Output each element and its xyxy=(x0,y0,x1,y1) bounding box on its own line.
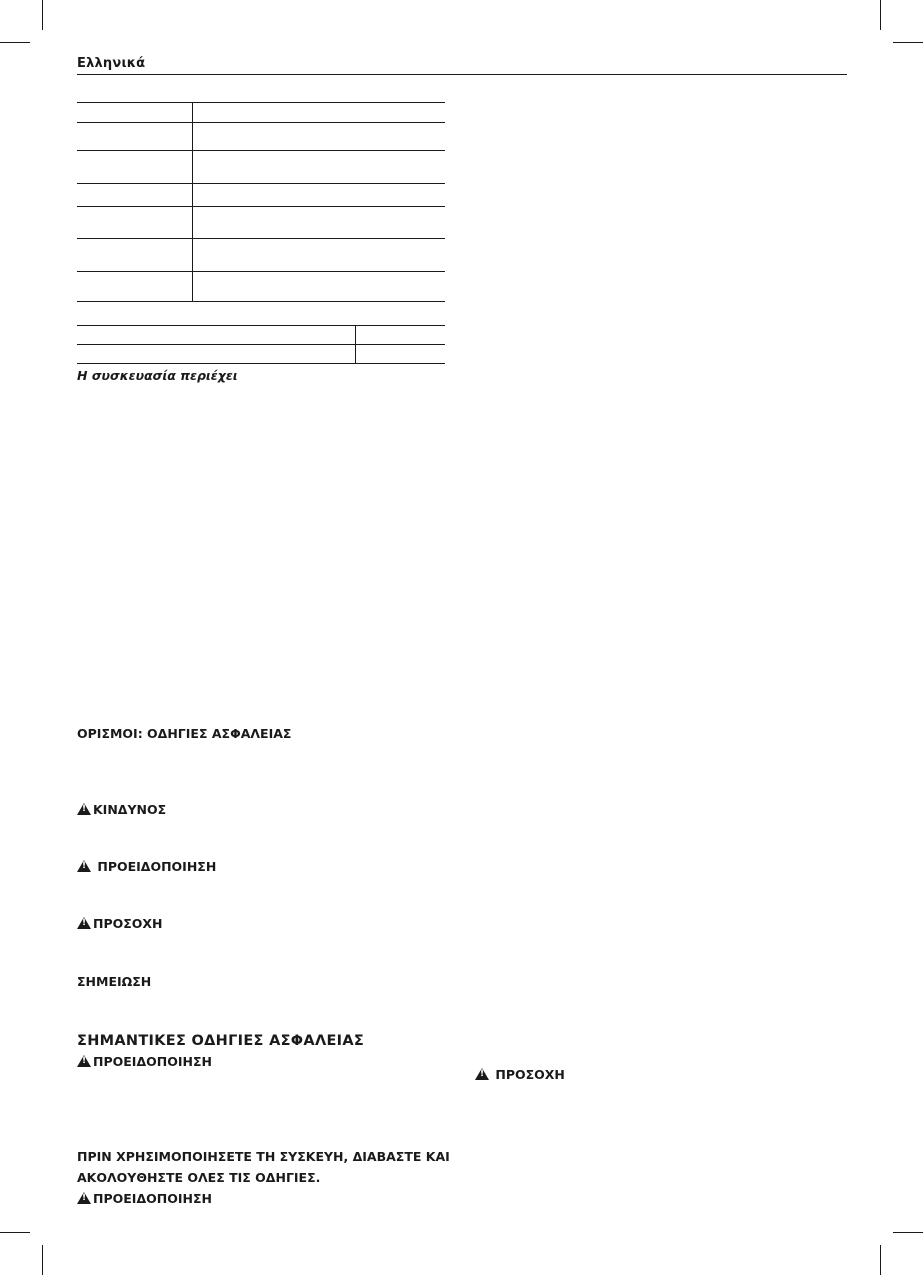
table-row xyxy=(77,123,445,151)
important-safety-heading: ΣΗΜΑΝΤΙΚΕΣ ΟΔΗΓΙΕΣ ΑΣΦΑΛΕΙΑΣ xyxy=(77,1033,365,1049)
crop-mark xyxy=(42,0,43,30)
table-row xyxy=(77,326,445,345)
notice-label: ΣΗΜΕΙΩΣΗ xyxy=(77,974,152,989)
warning-text: ΠΡΟΕΙΔΟΠΟΙΗΣΗ xyxy=(93,1054,212,1069)
crop-mark xyxy=(42,1245,43,1275)
crop-mark xyxy=(893,42,923,43)
table-row xyxy=(77,207,445,239)
crop-mark xyxy=(0,42,30,43)
danger-label xyxy=(77,802,166,817)
spec-table xyxy=(77,102,445,302)
warning-triangle-icon xyxy=(77,860,91,872)
table-row xyxy=(77,345,445,364)
caution-text: ΠΡΟΣΟΧΗ xyxy=(495,1067,565,1082)
crop-mark xyxy=(880,0,881,30)
crop-mark xyxy=(880,1245,881,1275)
warning-label-1 xyxy=(77,859,216,874)
table-row xyxy=(77,151,445,184)
warning-label-3 xyxy=(77,1191,212,1206)
read-instructions-line-2: ΑΚΟΛΟΥΘΗΣΤΕ ΟΛΕΣ ΤΙΣ ΟΔΗΓΙΕΣ. xyxy=(77,1170,321,1185)
warning-text: ΠΡΟΕΙΔΟΠΟΙΗΣΗ xyxy=(97,859,217,874)
read-instructions-line-1: ΠΡΙΝ ΧΡΗΣΙΜΟΠΟΙΗΣΕΤΕ ΤΗ ΣΥΣΚΕΥΗ, ΔΙΑΒΑΣΤΕ ΚΑΙ xyxy=(77,1149,450,1164)
warning-triangle-icon xyxy=(77,1055,91,1067)
warning-label-2 xyxy=(77,1054,212,1069)
table-row xyxy=(77,239,445,272)
table-row xyxy=(77,272,445,302)
small-table xyxy=(77,325,445,364)
definitions-heading: ΟΡΙΣΜΟΙ: ΟΔΗΓΙΕΣ ΑΣΦΑΛΕΙΑΣ xyxy=(77,726,292,741)
crop-mark xyxy=(893,1232,923,1233)
crop-mark xyxy=(0,1232,30,1233)
warning-text: ΠΡΟΕΙΔΟΠΟΙΗΣΗ xyxy=(93,1191,212,1206)
table-row xyxy=(77,103,445,123)
danger-text: ΚΙΝΔΥΝΟΣ xyxy=(93,802,167,817)
package-contents-heading: Η συσκευασία περιέχει xyxy=(77,368,238,383)
caution-text: ΠΡΟΣΟΧΗ xyxy=(93,916,163,931)
language-header: Ελληνικά xyxy=(77,56,146,71)
warning-triangle-icon xyxy=(77,1192,91,1204)
caution-label-1 xyxy=(77,916,163,931)
warning-triangle-icon xyxy=(77,917,91,929)
warning-triangle-icon xyxy=(475,1068,489,1080)
caution-label-2 xyxy=(475,1067,565,1082)
header-rule xyxy=(77,74,847,75)
table-row xyxy=(77,184,445,207)
warning-triangle-icon xyxy=(77,803,91,815)
